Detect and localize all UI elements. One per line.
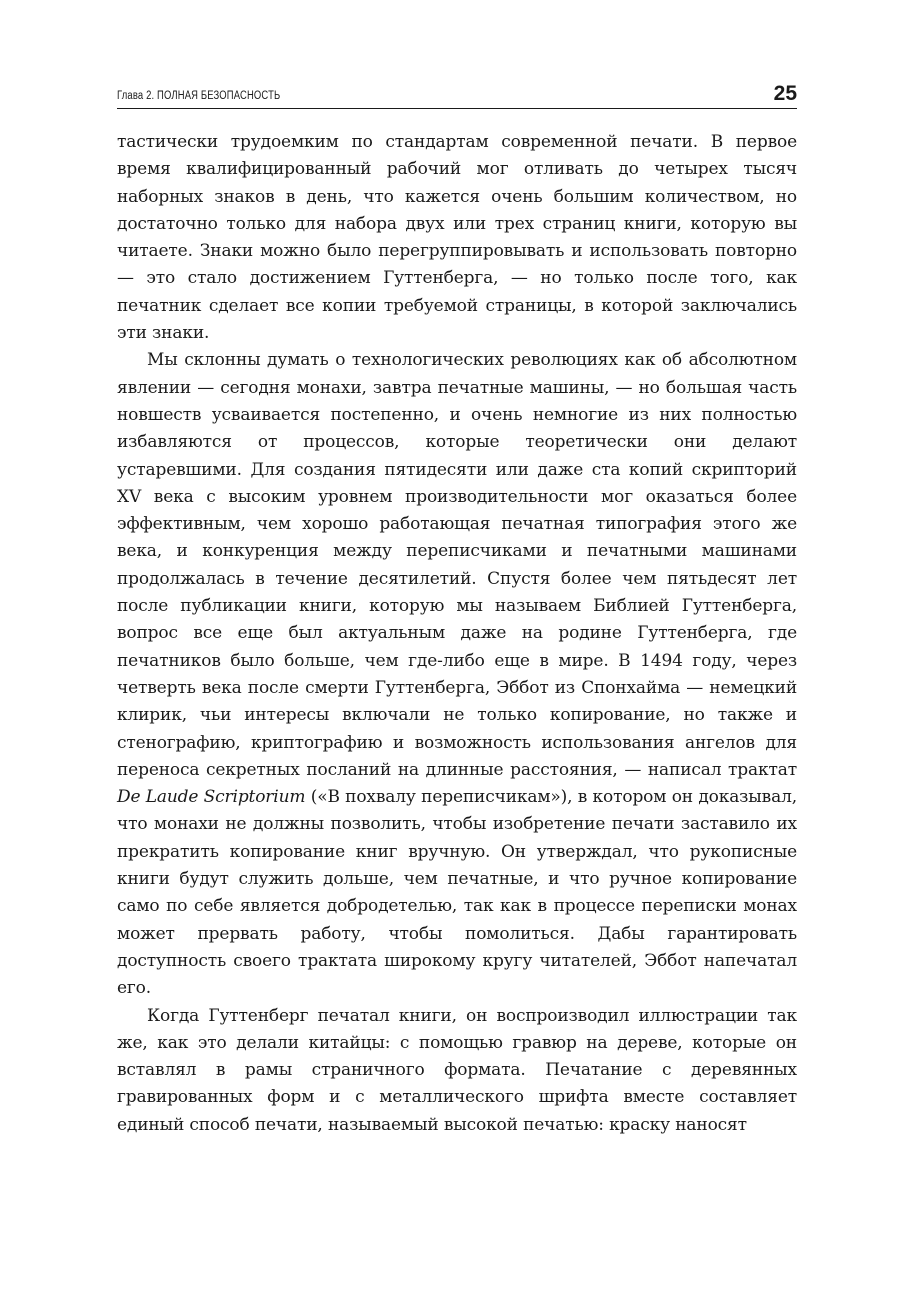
paragraph-2-text-start: Мы склонны думать о технологических революциях как об абсолютном явлении — сегодня монахи, завтра печатные машины, — но большая часть новшеств усваивается постепенно, и очень немногие из них полностью избавляются от процессов, которые теоретически они делают устаревшими. Для создания пятидесяти или даже ста копий скрипторий XV века с высоким уровнем производительности мог оказаться более эффективным, чем хорошо работающая печатная типография этого же века, и конкуренция между переписчиками и печатными машинами продолжалась в течение десятилетий. Спустя более чем пятьдесят лет после публикации книги, которую мы называем Библией Гуттенберга, вопрос все еще был актуальным даже на родине Гуттенберга, где печатников было больше, чем где-либо еще в мире. В 1494 году, через четверть века после смерти Гуттенберга, Эббот из Спонхайма — немецкий клирик, чьи интересы включали не только копирование, но также и стенографию, криптографию и возможность использования ангелов для переноса секретных посланий на длинные расстояния, — написал трактат — [117, 350, 797, 780]
page-number: 25 — [773, 82, 797, 105]
treatise-title: De Laude Scriptorium — [117, 787, 306, 808]
paragraph-1: тастически трудоемким по стандартам современной печати. В первое время квалифицированный рабочий мог отливать до четырех тысяч наборных знаков в день, что кажется очень большим количеством, но достаточно только для набора двух или трех страниц книги, которую вы читаете. Знаки можно было перегруппировывать и использовать повторно — это стало достижением Гуттенберга, — но только после того, как печатник сделает все копии требуемой страницы, в которой заключались эти знаки. — [117, 132, 797, 344]
running-header — [117, 78, 797, 109]
body-text — [117, 129, 797, 1139]
paragraph-2-text-end: («В похвалу переписчикам»), в котором он доказывал, что монахи не должны позволить, чтобы изобретение печати заставило их прекратить копирование книг вручную. Он утверждал, что рукописные книги будут служить дольше, чем печатные, и что ручное копирование само по себе является добродетелью, так как в процессе переписки монах может прервать работу, чтобы помолиться. Дабы гарантировать доступность своего трактата широкому кругу читателей, Эббот напечатал его. — [117, 787, 797, 999]
chapter-title: Глава 2. ПОЛНАЯ БЕЗОПАСНОСТЬ — [117, 90, 281, 102]
paragraph-3: Когда Гуттенберг печатал книги, он воспроизводил иллюстрации так же, как это делали китайцы: с помощью гравюр на дереве, которые он вставлял в рамы страничного формата. Печатание с деревянных гравированных форм и с металлического шрифта вместе составляет единый способ печати, называемый высокой печатью: краску наносят — [117, 1005, 797, 1135]
paragraph-2 — [117, 347, 797, 1002]
book-page — [117, 78, 797, 1139]
